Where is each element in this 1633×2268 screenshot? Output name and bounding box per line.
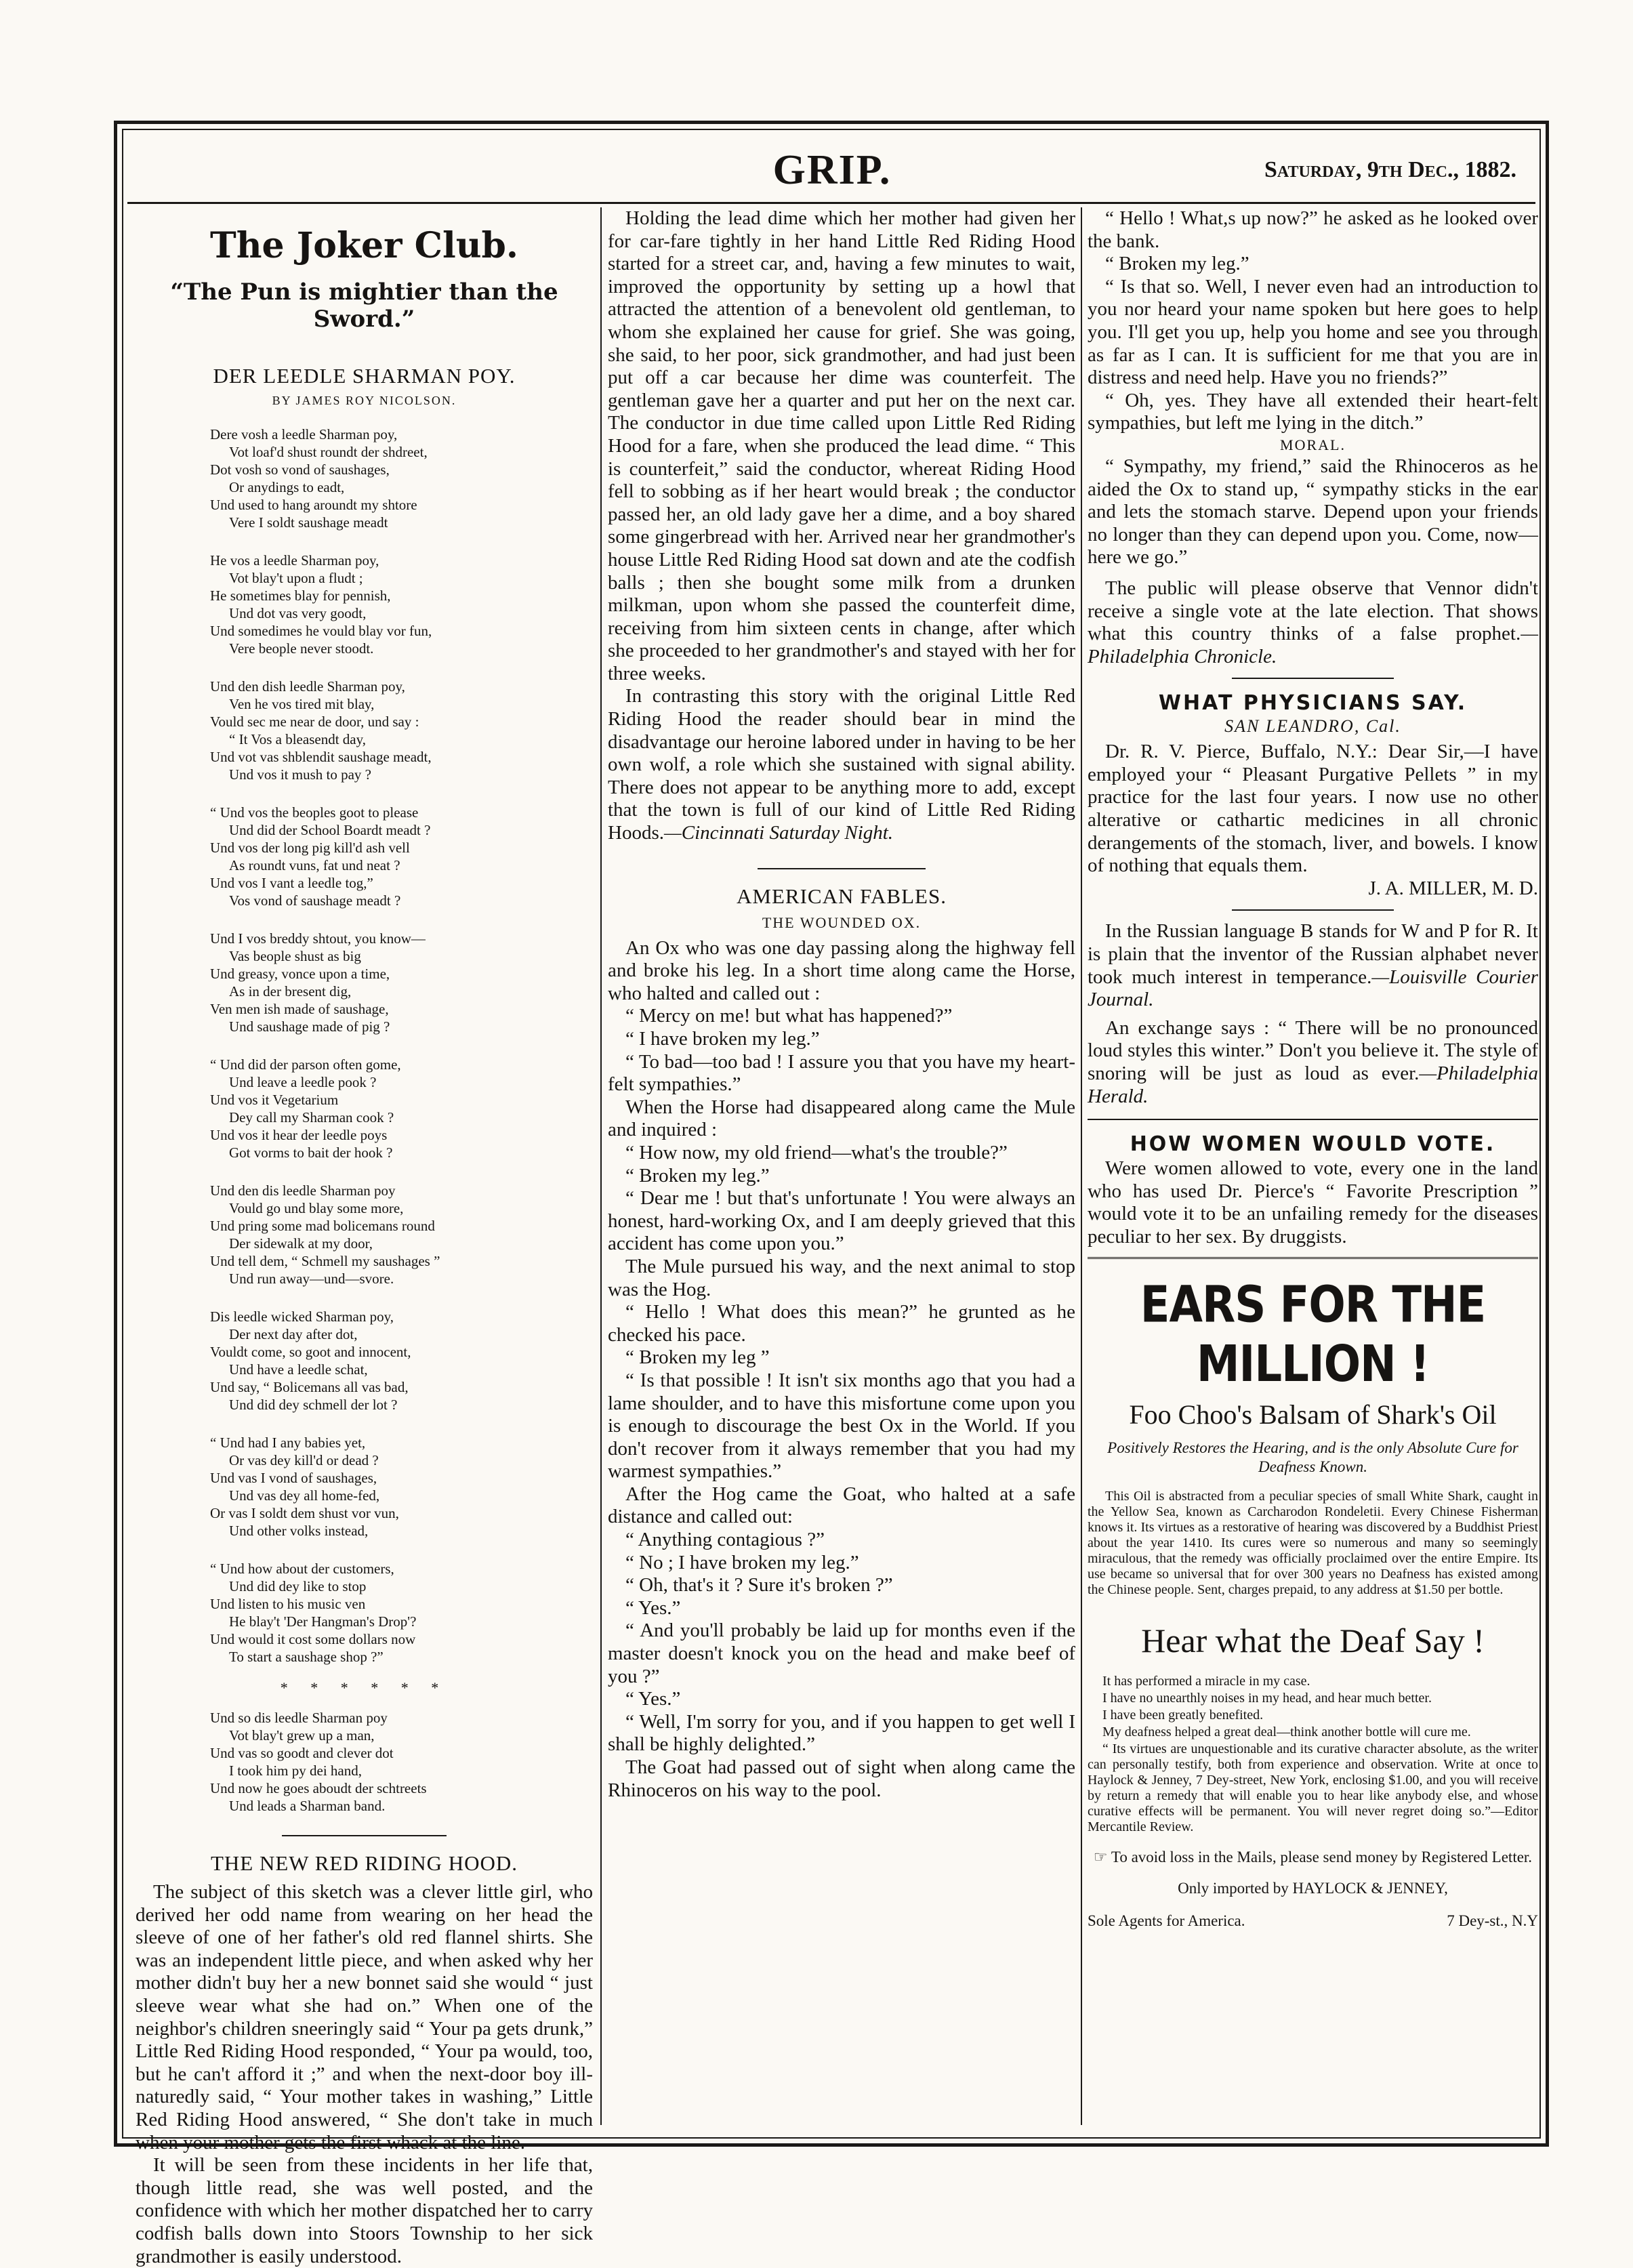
red-riding-paragraph-2: It will be seen from these incidents in her life that, though little read, she was well posted, and the confidence with which her mother dispatched her to carry codfish balls down into Stoors Township to her sick grandmother is easily understood. (136, 2154, 593, 2267)
physicians-place: SAN LEANDRO, Cal. (1224, 716, 1401, 737)
column-rule-1 (600, 207, 602, 2125)
advert-headline: EARS FOR THE MILLION ! (1140, 1276, 1486, 1393)
poem-line: Und so dis leedle Sharman poy (210, 1710, 388, 1726)
poem-line: Und greasy, vonce upon a time, (210, 966, 390, 982)
fable-paragraph: The Mule pursued his way, and the next animal to stop was the Hog. (608, 1255, 1075, 1300)
section-divider (1088, 1119, 1538, 1120)
women-vote-text: Were women allowed to vote, every one in the land who has used Dr. Pierce's “ Favorite Prescription ” would vote it to be an unfailing remedy for the diseases peculiar to her sex. By druggists. (1088, 1157, 1538, 1248)
poem-line: Vould go und blay some more, (229, 1200, 404, 1216)
poem-line: Und somedimes he vould blay vor fun, (210, 623, 432, 639)
fable-paragraph: “ Dear me ! but that's unfortunate ! You were always an honest, hard-working Ox, and I am deeply grieved that this accident has come upon you.” (608, 1187, 1075, 1255)
poem-line: As in der bresent dig, (229, 983, 352, 999)
poem-stanza (210, 426, 593, 531)
advert-tagline: Positively Restores the Hearing, and is the only Absolute Cure for Deafness Known. (1107, 1439, 1518, 1475)
fable-paragraph: “ Is that so. Well, I never even had an introduction to you nor heard your name spoken but here goes to help you. I'll get you up, help you home and see you through as far as I can. It is sufficient for me that you are in distress and need help. Have you no friends?” (1088, 275, 1538, 389)
poem-line: Und have a leedle schat, (229, 1361, 368, 1378)
poem-byline: BY JAMES ROY NICOLSON. (272, 394, 457, 407)
fable-paragraph: “ Well, I'm sorry for you, and if you happen to get well I shall be highly delighted.” (608, 1710, 1075, 1756)
poem-line: Und vos it hear der leedle poys (210, 1127, 388, 1143)
advert-testimonial: It has performed a miracle in my case. (1102, 1673, 1310, 1689)
fable-paragraph: “ Broken my leg.” (1105, 253, 1249, 275)
poem-line: He vos a leedle Sharman poy, (210, 552, 379, 569)
advert-subtitle: Foo Choo's Balsam of Shark's Oil (1129, 1399, 1497, 1430)
snoring-text: An exchange says : “ There will be no pronounced loud styles this winter.” Don't you believe it. The style of snoring will be just as loud as ever. (1088, 1016, 1538, 1084)
fable-paragraph: The Goat had passed out of sight when along came the Rhinoceros on his way to the pool. (608, 1756, 1075, 1801)
section-divider (758, 868, 926, 869)
poem-line: As roundt vuns, fat und neat ? (229, 857, 400, 873)
fable-moral-label: MORAL. (1280, 436, 1346, 453)
women-vote-heading: HOW WOMEN WOULD VOTE. (1130, 1132, 1496, 1157)
snoring-source: —Philadelphia Herald. (1088, 1063, 1538, 1107)
fable-moral: “ Sympathy, my friend,” said the Rhinoceros as he aided the Ox to stand up, “ sympathy sticks in the ear and lets the stomach starve. Depend upon your friends no longer than they can depend upon you. Come, now—here we go.” (1088, 455, 1538, 569)
poem-line: Und leave a leedle pook ? (229, 1074, 377, 1090)
russian-item (1088, 920, 1538, 1011)
poem-line: Und vos I vant a leedle tog,” (210, 875, 373, 891)
advert-testimonial: My deafness helped a great deal—think another bottle will cure me. (1102, 1724, 1471, 1739)
joker-club-motto: “The Pun is mightier than the Sword.” (170, 279, 558, 333)
fable-body-part-2 (1088, 207, 1538, 435)
poem-line: Und did der School Boardt meadt ? (229, 822, 431, 838)
column-rule-2 (1081, 207, 1082, 2125)
poem-line: Und tell dem, “ Schmell my saushages ” (210, 1253, 440, 1269)
fable-paragraph: “ How now, my old friend—what's the trouble?” (625, 1141, 1008, 1163)
fable-paragraph: An Ox who was one day passing along the highway fell and broke his leg. In a short time along came the Horse, who halted and called out : (608, 936, 1075, 1004)
russian-text: In the Russian language B stands for W and P for R. It is plain that the inventor of the Russian alphabet never took much interest in temperance. (1088, 920, 1538, 988)
poem-stanza (210, 1434, 593, 1540)
masthead-rule (127, 202, 1535, 204)
red-riding-paragraph-3: Holding the lead dime which her mother had given her for car-fare tightly in her hand Little Red Riding Hood started for a street car, and, having a few minutes to wait, improved the opportunity by setting up a howl that attracted the attention of a benevolent old gentleman, to whom she explained her cause for grief. She was going, she said, to her poor, sick grandmother, and had just been put off a car because her dime was counterfeit. The gentleman gave her a quarter and put her on the next car. The conductor in due time called upon Little Red Riding Hood for a fare, when she produced the lead dime. “ This is counterfeit,” said the conductor, whereat Riding Hood fell to sobbing as if her heart would break ; the conductor passed her, an old lady gave her a dime, and a boy shared some gingerbread with her. Arrived near her grandmother's house Little Red Riding Hood sat down and ate the codfish balls ; then she bought some milk from a drunken milkman, upon whom she passed the counterfeit dime, receiving from him sixteen cents in change, after which she proceeded to her grandmother's and stayed with her for three weeks. (608, 207, 1075, 684)
poem-line: Dis leedle wicked Sharman poy, (210, 1308, 394, 1325)
physicians-text: Dr. R. V. Pierce, Buffalo, N.Y.: Dear Sir,—I have employed your “ Pleasant Purgative Pellets ” in my practice for the last four years. I now use no other alterative or cathartic medicines in all chronic derangements of the stomach, liver, and bowels. I know of nothing that equals them. (1088, 741, 1538, 877)
poem-line: Vot blay't upon a fludt ; (229, 570, 363, 586)
fable-paragraph: “ Anything contagious ?” (625, 1529, 825, 1551)
fable-paragraph: “ Mercy on me! but what has happened?” (625, 1005, 953, 1027)
poem-line: “ It Vos a bleasendt day, (229, 731, 366, 747)
advert-testimonial: “ Its virtues are unquestionable and its curative character absolute, as the writer can personally testify, both from experience and observation. Write at once to Haylock & Jenney, 7 Dey-street, New York, enclosing $1.00, and you will receive by return a remedy that will enable you to hear like anybody else, and whose curative effects will be permanent. You will never regret doing so.”—Editor Mercantile Review. (1088, 1741, 1538, 1834)
poem-line: Und other volks instead, (229, 1523, 369, 1539)
poem-line: Or vas dey kill'd or dead ? (229, 1452, 379, 1468)
fable-paragraph: “ Hello ! What,s up now?” he asked as he looked over the bank. (1088, 207, 1538, 252)
poem-line: “ Und vos the beoples goot to please (210, 804, 419, 821)
vennor-source: —Philadelphia Chronicle. (1088, 623, 1538, 667)
poem-line: “ Und did der parson often gome, (210, 1056, 401, 1073)
poem-stanza (210, 1182, 593, 1287)
poem-line: Und say, “ Bolicemans all vas bad, (210, 1379, 409, 1395)
column-3 (1088, 207, 1538, 2125)
poem-line: Und dot vas very goodt, (229, 605, 367, 621)
poem-line: Und saushage made of pig ? (229, 1018, 390, 1035)
advert-agents-left: Sole Agents for America. (1088, 1912, 1245, 1929)
poem-stanza (210, 1308, 593, 1414)
poem-stanza (210, 1056, 593, 1161)
poem-title: DER LEEDLE SHARMAN POY. (213, 364, 516, 388)
joker-club-title: The Joker Club. (210, 225, 518, 266)
poem-line: Vot blay't grew up a man, (229, 1727, 375, 1744)
poem-line: Der sidewalk at my door, (229, 1235, 373, 1252)
poem-stanza (210, 1560, 593, 1666)
fable-paragraph: “ Oh, that's it ? Sure it's broken ?” (625, 1574, 893, 1596)
section-divider (1232, 909, 1394, 911)
fable-paragraph: “ To bad—too bad ! I assure you that you have my heart-felt sympathies.” (608, 1050, 1075, 1096)
poem-line: Und now he goes aboudt der schtreets (210, 1780, 427, 1796)
advert-importer: Only imported by HAYLOCK & JENNEY, (1178, 1879, 1448, 1897)
fable-paragraph: “ Is that possible ! It isn't six months ago that you had a lame shoulder, and to have this misfortune come upon you is enough to discourage the best Ox in the World. If you don't recover from it always remember that you had my warmest sympathies.” (608, 1369, 1075, 1483)
poem-line: Dot vosh so vond of saushages, (210, 461, 390, 478)
poem-body (136, 426, 593, 1815)
red-riding-paragraph-1: The subject of this sketch was a clever little girl, who derived her odd name from wearing on her head the sleeve of one of her father's old red flannel shirts. She was an independent little piece, and when asked why her mother didn't buy her a new bonnet said she would “ just sleeve wear what she had on.” When one of the neighbor's children sneeringly said “ Your pa gets drunk,” Little Red Riding Hood responded, “ Your pa would, too, but he can't afford it ;” and when the next-door boy ill-naturedly said, “ Your mother takes in washing,” Little Red Riding Hood answered, “ She don't take in much when your mother gets the first whack at the line. (136, 1881, 593, 2153)
poem-line: Und vos der long pig kill'd ash vell (210, 840, 410, 856)
poem-asterisks: * * * * * * (280, 1679, 449, 1696)
fable-subtitle: THE WOUNDED OX. (762, 913, 922, 931)
advert-testimonial: I have been greatly benefited. (1102, 1707, 1264, 1723)
poem-line: Und used to hang aroundt my shtore (210, 497, 417, 513)
advert-testimonials (1088, 1674, 1538, 1835)
advert-body: This Oil is abstracted from a peculiar species of small White Shark, caught in the Yellow Sea, known as Carcharodon Rondeletii. Every Chinese Fisherman knows it. Its virtues as a restorative of hearing was discovered by a Buddhist Priest about the year 1410. Its cures were so numerous and many so seemingly miraculous, that the remedy was officially proclaimed over the entire Empire. Its use became so universal that for over 300 years no Deafness has existed among the Chinese people. Sent, charges prepaid, to any address at $1.50 per bottle. (1088, 1488, 1538, 1597)
poem-line: Und vot vas shblendit saushage meadt, (210, 749, 432, 765)
poem-line: Dere vosh a leedle Sharman poy, (210, 426, 398, 442)
poem-line: “ Und had I any babies yet, (210, 1435, 366, 1451)
newspaper-title: GRIP. (772, 147, 892, 193)
poem-line: Und den dis leedle Sharman poy (210, 1182, 396, 1199)
fable-paragraph: After the Hog came the Goat, who halted at a safe distance and called out: (608, 1483, 1075, 1528)
poem-line: Dey call my Sharman cook ? (229, 1109, 394, 1126)
poem-stanza (210, 930, 593, 1035)
poem-line: Ven men ish made of saushage, (210, 1001, 389, 1017)
poem-line: I took him py dei hand, (229, 1762, 362, 1779)
fable-paragraph: When the Horse had disappeared along came the Mule and inquired : (608, 1096, 1075, 1141)
poem-line: Und listen to his music ven (210, 1596, 366, 1612)
poem-line: Und did dey like to stop (229, 1578, 367, 1594)
poem-line: Vere I soldt saushage meadt (229, 514, 388, 531)
fable-paragraph: “ And you'll probably be laid up for months even if the master doesn't knock you on the head and make beef of you ?” (608, 1620, 1075, 1687)
fable-paragraph: “ Oh, yes. They have all extended their heart-felt sympathies, but left me lying in the ditch.” (1088, 389, 1538, 434)
poem-line: Und vos it mush to pay ? (229, 766, 371, 783)
poem-line: He blay't 'Der Hangman's Drop'? (229, 1613, 417, 1630)
poem-line: Und vos it Vegetarium (210, 1092, 339, 1108)
poem-line: Und I vos breddy shtout, you know— (210, 930, 426, 947)
poem-line: Und vas dey all home-fed, (229, 1487, 380, 1504)
fable-paragraph: “ I have broken my leg.” (625, 1028, 820, 1050)
snoring-item (1088, 1017, 1538, 1108)
fable-paragraph: “ Yes.” (625, 1596, 681, 1619)
poem-line: Und vas I vond of saushages, (210, 1470, 377, 1486)
poem-line: Vos vond of saushage meadt ? (229, 892, 401, 909)
advert-mail-note: ☞ To avoid loss in the Mails, please send money by Registered Letter. (1093, 1848, 1533, 1865)
advert-testimonial: I have no unearthly noises in my head, and hear much better. (1102, 1690, 1432, 1706)
poem-line: Und leads a Sharman band. (229, 1798, 386, 1814)
poem-line: Und did dey schmell der lot ? (229, 1397, 398, 1413)
poem-line: Und vas so goodt and clever dot (210, 1745, 394, 1761)
poem-line: To start a saushage shop ?” (229, 1649, 384, 1665)
column-2 (608, 207, 1075, 2125)
poem-stanza (210, 804, 593, 909)
fable-paragraph: “ No ; I have broken my leg.” (625, 1551, 859, 1573)
poem-line: Got vorms to bait der hook ? (229, 1145, 393, 1161)
article-title-red-riding-hood: THE NEW RED RIDING HOOD. (210, 1851, 518, 1875)
poem-line: Der next day after dot, (229, 1326, 358, 1342)
section-divider (282, 1835, 447, 1836)
fable-paragraph: “ Broken my leg.” (625, 1164, 770, 1187)
fable-paragraph: “ Broken my leg ” (625, 1346, 770, 1369)
advertisement (1088, 1257, 1538, 1930)
masthead (127, 142, 1537, 197)
advert-agents (1088, 1912, 1538, 1930)
physicians-heading: WHAT PHYSICIANS SAY. (1158, 691, 1468, 716)
poem-line: Vas beople shust as big (229, 948, 361, 964)
red-riding-source: —Cincinnati Saturday Night. (663, 822, 894, 844)
column-1 (136, 207, 593, 2267)
poem-line: “ Und how about der customers, (210, 1561, 394, 1577)
article-title-fables: AMERICAN FABLES. (737, 884, 947, 908)
poem-line: Or anydings to eadt, (229, 479, 345, 495)
issue-date: Saturday, 9th Dec., 1882. (1264, 157, 1516, 182)
poem-stanza (210, 678, 593, 783)
vennor-text: The public will please observe that Vennor didn't receive a single vote at the late election. That shows what this country thinks of a false prophet. (1088, 577, 1538, 645)
fable-paragraph: “ Hello ! What does this mean?” he grunted as he checked his pace. (608, 1301, 1075, 1346)
poem-line: Vere beople never stoodt. (229, 640, 374, 657)
advert-deaf-heading: Hear what the Deaf Say ! (1141, 1621, 1485, 1659)
poem-line: Vouldt come, so goot and innocent, (210, 1344, 411, 1360)
poem-line: Or vas I soldt dem shust vor vun, (210, 1505, 399, 1521)
poem-line: He sometimes blay for pennish, (210, 587, 391, 604)
red-riding-paragraph-4 (608, 685, 1075, 844)
fable-body-part-1 (608, 937, 1075, 1802)
physicians-signature: J. A. MILLER, M. D. (1368, 877, 1538, 899)
poem-line: Und would it cost some dollars now (210, 1631, 416, 1647)
poem-line: Vould sec me near de door, und say : (210, 714, 419, 730)
russian-source: —Louisville Courier Journal. (1088, 966, 1538, 1011)
poem-line: Ven he vos tired mit blay, (229, 696, 375, 712)
poem-stanza (210, 1709, 593, 1815)
poem-line: Vot loaf'd shust roundt der shdreet, (229, 444, 428, 460)
poem-line: Und pring some mad bolicemans round (210, 1218, 435, 1234)
advert-agents-right: 7 Dey-st., N.Y (1447, 1912, 1538, 1929)
poem-line: Und run away—und—svore. (229, 1271, 394, 1287)
red-riding-paragraph-4-text: In contrasting this story with the original Little Red Riding Hood the reader should bear in mind the disadvantage our heroine labored under in having to be her own wolf, a role which she sustained with signal ability. There does not appear to be anything more to add, except that the town is full of our kind of Little Red Riding Hoods. (608, 685, 1075, 844)
section-divider (1232, 678, 1394, 679)
poem-stanza (210, 552, 593, 657)
fable-paragraph: “ Yes.” (625, 1688, 681, 1710)
poem-line: Und den dish leedle Sharman poy, (210, 678, 405, 695)
vennor-item (1088, 577, 1538, 668)
